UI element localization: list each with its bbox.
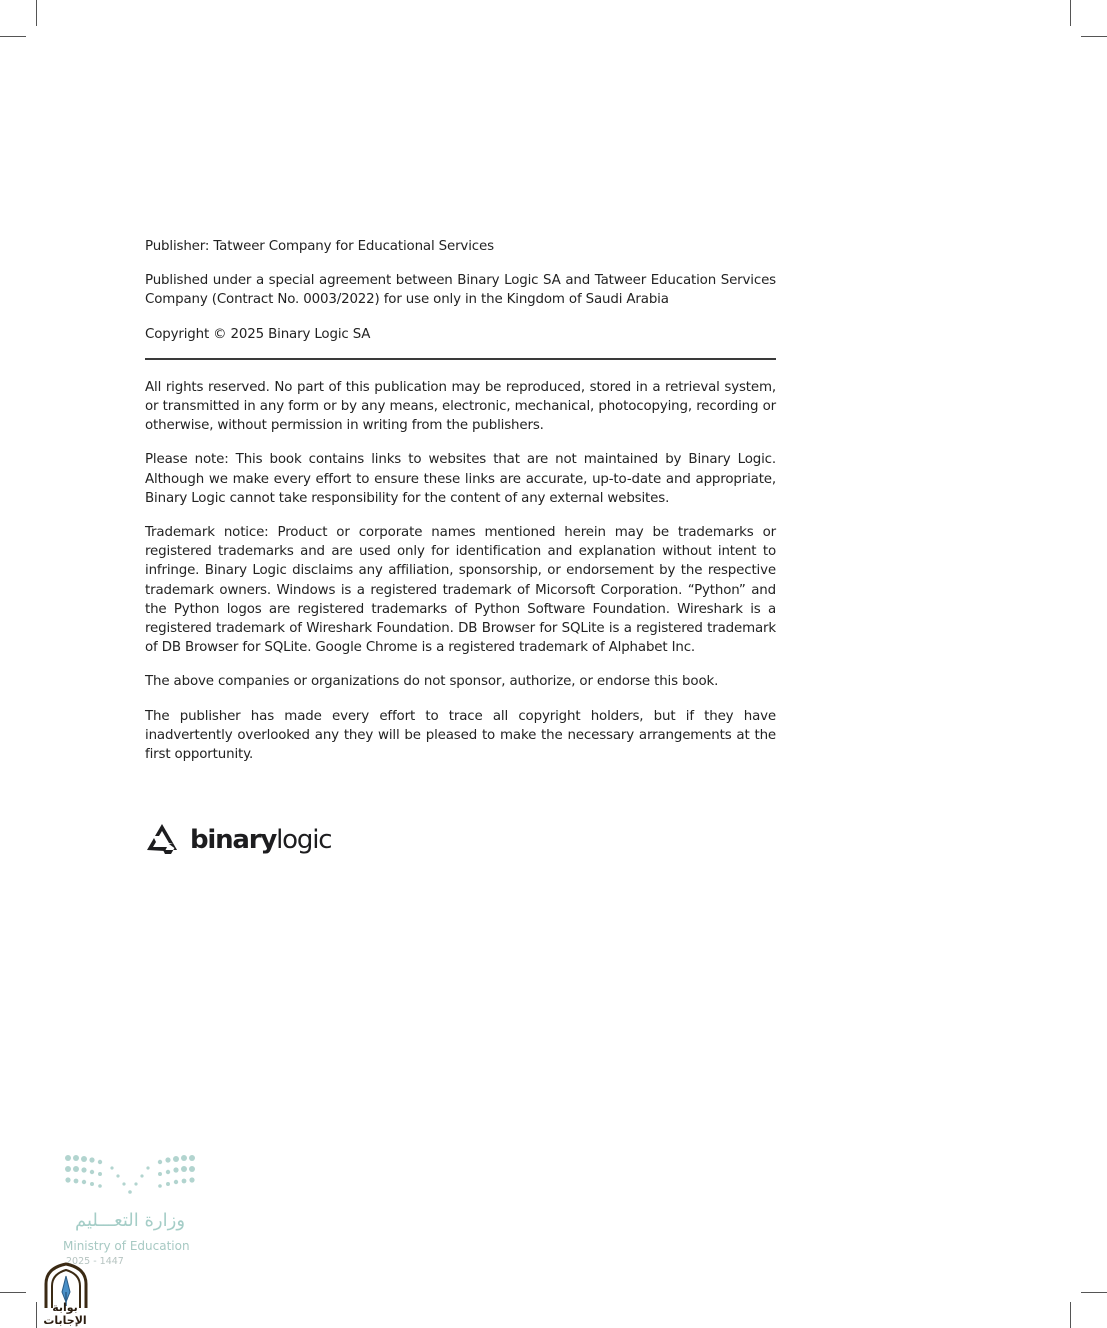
crop-mark: [0, 1292, 26, 1293]
trademark-notice: Trademark notice: Product or corporate names mentioned herein may be trademarks or registered trademarks and are used only for identification and explanation without intent to infringe. Binary Logic disclaims any affiliation, sponsorship, or endorsement by the respective trademark owners. Windows is a registered trademark of Micorsoft Corporation. “Python” and the Python logos are registered trademarks of Python Software Foundation. Wireshark is a registered trademark of Wireshark Foundation. DB Browser for SQLite is a registered trademark of DB Browser for SQLite. Google Chrome is a registered trademark of Alphabet Inc.: [145, 525, 776, 656]
brand-word-bold: binary: [190, 825, 277, 855]
crop-mark: [36, 0, 37, 26]
imprint-content: [145, 237, 776, 764]
links-notice: Please note: This book contains links to websites that are not maintained by Binary Logic. Although we make every effort to ensure these links are accurate, up-to-date and appropriate, Binary Logic cannot take responsibility for the content of any external websites.: [145, 452, 776, 506]
rights-notice: All rights reserved. No part of this publication may be reproduced, stored in a retrieval system, or transmitted in any form or by any means, electronic, mechanical, photocopying, recording or otherwise, without permission in writing from the publishers.: [145, 379, 776, 434]
brand-wordmark: [190, 827, 331, 853]
endorse-notice: The above companies or organizations do not sponsor, authorize, or endorse this book.: [145, 674, 719, 690]
crop-mark: [1070, 0, 1071, 26]
binarylogic-logo-icon: [144, 822, 180, 858]
ministry-year: 2025 - 1447: [66, 1256, 124, 1267]
copyright-holders-notice: The publisher has made every effort to trace all copyright holders, but if they have inadvertently overlooked any they will be pleased to make the necessary arrangements at the first opportunity.: [145, 708, 776, 763]
divider-rule: [145, 358, 776, 360]
crop-mark: [1070, 1302, 1071, 1328]
ministry-dots-logo: [62, 1150, 202, 1200]
crop-mark: [1081, 1292, 1107, 1293]
binarylogic-brand: [144, 821, 331, 859]
ministry-name-arabic: وزارة التعـــليم: [74, 1210, 186, 1231]
crop-mark: [0, 36, 26, 37]
brand-word-light: logic: [276, 825, 332, 855]
crop-mark: [1081, 36, 1107, 37]
publisher-line: Publisher: Tatweer Company for Educational Services: [145, 239, 494, 254]
ministry-name-english: Ministry of Education: [63, 1239, 190, 1253]
copyright-line: Copyright © 2025 Binary Logic SA: [145, 326, 371, 342]
portal-label: بوابة الإجابات: [43, 1301, 87, 1327]
agreement-text: Published under a special agreement between Binary Logic SA and Tatweer Education Services Company (Contract No. 0003/2022) for use only in the Kingdom of Saudi Arabia: [145, 273, 776, 308]
